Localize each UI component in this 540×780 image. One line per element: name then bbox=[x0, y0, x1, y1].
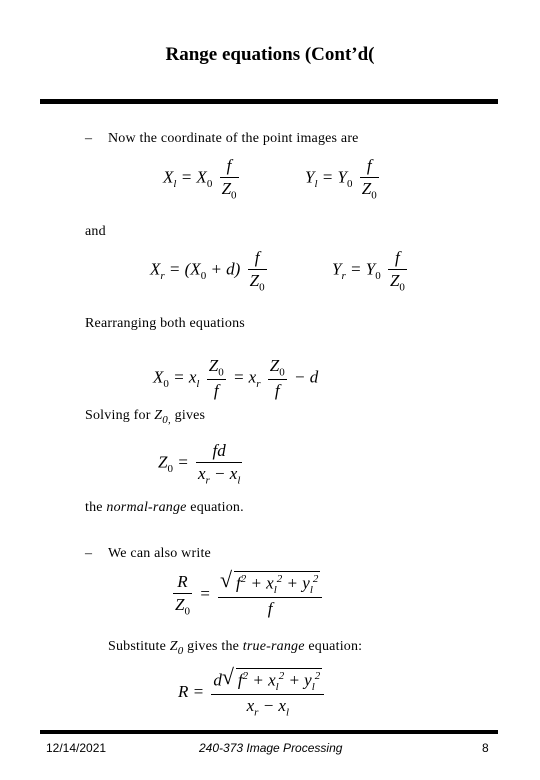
footer-page-number: 8 bbox=[482, 741, 489, 755]
equation-xr: $X_r = (X_0 + d)$ $\frac{f}{Z_0}$ bbox=[150, 248, 265, 294]
footer-course: 240-373 Image Processing bbox=[199, 741, 343, 755]
text-normal-range: the normal-range equation. bbox=[85, 500, 244, 515]
bullet-text-coordinates: Now the coordinate of the point images are bbox=[108, 131, 359, 146]
text-rearranging: Rearranging both equations bbox=[85, 316, 245, 331]
equation-r: R = d √ $f^2 + x_l^2 + y_l^2$ $x_r - x_l$ bbox=[178, 668, 327, 718]
equation-x0: $X_0 = x_l$ $\frac{Z_0}{f}$ = $x_r$ $\frac{Z_0}{f}$ − d bbox=[153, 356, 319, 401]
equation-yl: $Y_l = Y_0$ $\frac{f}{Z_0}$ bbox=[305, 156, 377, 202]
text-substitute: Substitute $Z_0$ gives the true-range equation: bbox=[108, 639, 363, 657]
equation-r-over-z0: $\frac{R}{Z_0}$ = √ $f^2 + x_l^2 + y_l^2$ f bbox=[170, 571, 325, 619]
equation-yr: $Y_r = Y_0$ $\frac{f}{Z_0}$ bbox=[332, 248, 405, 294]
footer-date: 12/14/2021 bbox=[46, 741, 107, 755]
bullet-dash-1: – bbox=[85, 131, 92, 146]
text-solving: Solving for $Z_{0,}$ gives bbox=[85, 408, 206, 426]
equation-z0: $Z_0$ = $\frac{fd}{x_r - x_l}$ bbox=[158, 441, 241, 487]
bullet-text-also-write: We can also write bbox=[108, 546, 211, 561]
title-divider bbox=[40, 99, 498, 104]
bullet-dash-2: – bbox=[85, 546, 92, 561]
text-and: and bbox=[85, 224, 106, 239]
equation-xl: $X_l = X_0$ $\frac{f}{Z_0}$ bbox=[163, 156, 237, 202]
slide-title: Range equations (Cont’d( bbox=[165, 44, 375, 65]
footer-divider bbox=[40, 730, 498, 734]
